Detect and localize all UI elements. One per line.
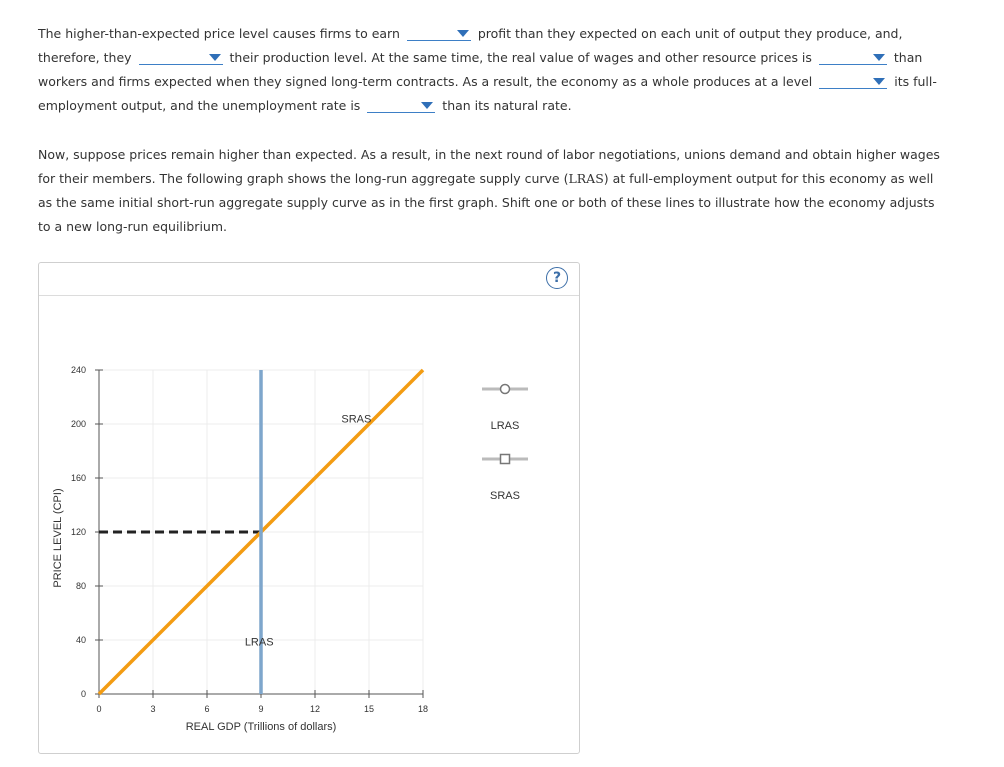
x-tick-label: 18 — [417, 704, 429, 714]
lras-curve-label: LRAS — [244, 636, 274, 649]
text-l1a: The higher-than-expected price level causes firms to earn — [38, 26, 400, 41]
p2-line-2b: ) at full-employment output for this economy as well — [603, 171, 934, 186]
y-tick-label: 240 — [70, 365, 86, 375]
text-l1b: profit than they expected on each unit of output they produce, and, — [477, 26, 903, 41]
p2-line-3: as the same initial short-run aggregate supply curve as in the first graph. Shift one or both of these lines to illustrate how the economy adjusts — [38, 195, 935, 210]
y-tick-label: 120 — [70, 527, 86, 537]
legend-lras-label: LRAS — [490, 420, 520, 432]
text-l3b: its full- — [894, 74, 937, 89]
text-l3a: workers and firms expected when they signed long-term contracts. As a result, the economy as a whole produces at a level — [38, 74, 813, 89]
y-tick-label: 0 — [80, 689, 86, 699]
text-l2a: therefore, they — [38, 50, 132, 65]
text-l2c: than — [893, 50, 923, 65]
p2-line-1: Now, suppose prices remain higher than expected. As a result, in the next round of labor negotiations, unions demand and obtain higher wages — [38, 147, 940, 162]
y-tick-label: 160 — [70, 473, 86, 483]
y-tick-label: 200 — [70, 419, 86, 429]
y-axis-label: PRICE LEVEL (CPI) — [52, 488, 64, 588]
x-tick-label: 0 — [96, 704, 102, 714]
text-l2b: their production level. At the same time, the real value of wages and other resource prices is — [229, 50, 812, 65]
x-tick-label: 12 — [309, 704, 321, 714]
text-l4b: than its natural rate. — [442, 98, 572, 113]
x-axis-label: REAL GDP (Trillions of dollars) — [185, 721, 337, 733]
help-icon[interactable]: ? — [546, 267, 568, 289]
x-tick-label: 15 — [363, 704, 375, 714]
x-tick-label: 6 — [204, 704, 210, 714]
p2-line-2a: for their members. The following graph shows the long-run aggregate supply curve ( — [38, 171, 569, 186]
x-tick-label: 9 — [258, 704, 264, 714]
lras-math: LRAS — [568, 171, 604, 186]
legend-lras-circle-marker[interactable] — [501, 385, 510, 394]
p2-line-4: to a new long-run equilibrium. — [38, 219, 227, 234]
sras-curve-label: SRAS — [341, 413, 372, 426]
x-tick-label: 3 — [150, 704, 156, 714]
y-tick-label: 80 — [75, 581, 86, 591]
text-l4a: employment output, and the unemployment rate is — [38, 98, 361, 113]
y-tick-label: 40 — [75, 635, 86, 645]
legend-sras-label: SRAS — [490, 490, 520, 502]
legend-sras-square-marker[interactable] — [501, 455, 510, 464]
